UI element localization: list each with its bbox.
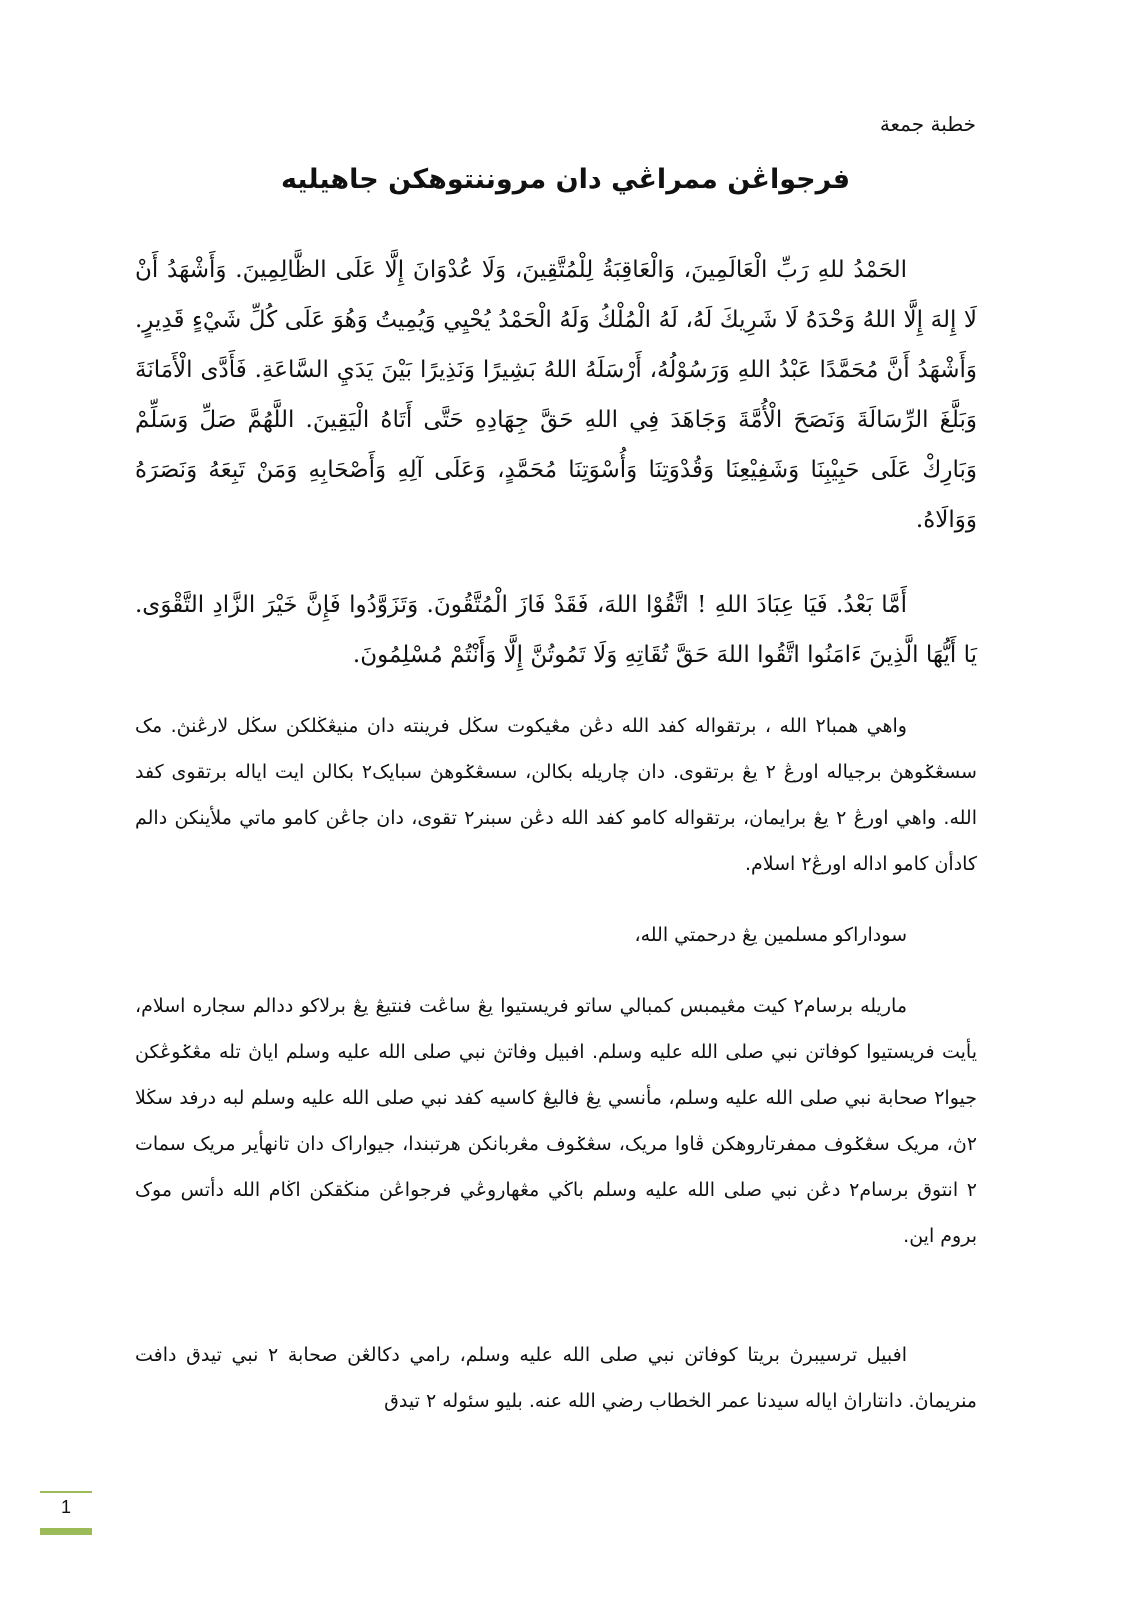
- paragraph-1: [135, 703, 977, 887]
- amma-badu-paragraph: [135, 580, 977, 680]
- sermon-title: فرجواڠن ممراڠي دان مروننتوهكن جاهيليه: [280, 164, 851, 195]
- page-number-rule-top: [40, 1491, 92, 1493]
- page-number: 1: [60, 1497, 71, 1517]
- greeting-text: سوداراکو مسلمين يڠ درحمتي الله،: [634, 924, 907, 946]
- page-number-box: [40, 1492, 92, 1522]
- paragraph-1-text: واهي همبا٢ الله ، برتقواله كفد الله دڠن مڠيكوت سڬل فرينته دان منيڠڬلكن سڬل لارڠنڽ. مک سسڠݢوهڽ برجياله اورڠ ٢ يڠ برتقوى. دان چاريله بكالن، سسڠݢوهڽ سبايک٢ بكالن ايت اياله برتقوى كفد الله. واهي اورڠ ٢ يڠ برايمان، برتقواله كامو كفد الله دڠن سبنر٢ تقوى، دان جاڠن كامو ماتي ملأينكن دالم كادأن كامو اداله اورڠ٢ اسلام.: [135, 715, 978, 875]
- opening-text: الحَمْدُ للهِ رَبِّ الْعَالَمِينَ، وَالْعَاقِبَةُ لِلْمُتَّقِينَ، وَلَا عُدْوَانَ إِلَّا عَلَى الظَّالِمِينَ. وَأَشْهَدُ أَنْ لَا إِلهَ إِلَّا اللهُ وَحْدَهُ لَا شَرِيكَ لَهُ، لَهُ الْمُلْكُ وَلَهُ الْحَمْدُ يُحْيِي وَيُمِيتُ وَهُوَ عَلَى كُلِّ شَيْءٍ قَدِيرٍ. وَأَشْهَدُ أَنَّ مُحَمَّدًا عَبْدُ اللهِ وَرَسُوْلُهُ، أَرْسَلَهُ اللهُ بَشِيرًا وَنَذِيرًا بَيْنَ يَدَيِ السَّاعَةِ. فَأَدَّى الْأَمَانَةَ وَبَلَّغَ الرِّسَالَةَ وَنَصَحَ الْأُمَّةَ وَجَاهَدَ فِي اللهِ حَقَّ جِهَادِهِ حَتَّى أَتَاهُ الْيَقِينَ. اللَّهُمَّ صَلِّ وَسَلِّمْ وَبَارِكْ عَلَى حَبِيْبِنَا وَشَفِيْعِنَا وَقُدْوَتِنَا وَأُسْوَتِنَا مُحَمَّدٍ، وَعَلَى آلِهِ وَأَصْحَابِهِ وَمَنْ تَبِعَهُ وَنَصَرَهُ وَوَالَاهُ.: [135, 257, 977, 533]
- page-number-rule-bottom: [40, 1528, 92, 1535]
- paragraph-2-text: ماريله برسام٢ كيت مڠيمبس كمبالي ساتو فريستيوا يڠ ساڠت فنتيڠ يڠ برلاكو ددالم سجاره اسلام، يأيت فريستيوا كوفاتن نبي صلى الله عليه وسلم. افبيل وفاتڽ نبي صلى الله عليه وسلم اياڽ تله مڠݢوڠكن جيوا٢ صحابة نبي صلى الله عليه وسلم، مأنسي يڠ فاليڠ كاسيه كفد نبي صلى الله عليه وسلم لبه درفد سڬلا ٢ڽ، مريک سڠݢوف ممفرتاروهكن ڤاوا مريک، سڠݢوف مڠربانكن هرتبندا، جيواراک دان تانهأير مريک سمات ٢ انتوق برسام٢ دڠن نبي صلى الله عليه وسلم باڬي مڠهاروڠي فرجواڠن منڬقكن اڬام الله دأتس موک بروم اين.: [135, 995, 977, 1247]
- paragraph-2: [135, 983, 977, 1259]
- opening-paragraph: [135, 245, 977, 545]
- greeting-paragraph: [135, 912, 977, 958]
- paragraph-3: [135, 1332, 977, 1424]
- amma-badu-text: أَمَّا بَعْدُ. فَيَا عِبَادَ اللهِ ! اتَّقُوْا اللهَ، فَقَدْ فَازَ الْمُتَّقُونَ. وَتَزَوَّدُوا فَإِنَّ خَيْرَ الزَّادِ التَّقْوَى. يَا أَيُّهَا الَّذِينَ ءَامَنُوا اتَّقُوا اللهَ حَقَّ تُقَاتِهِ وَلَا تَمُوتُنَّ إِلَّا وَأَنْتُمْ مُسْلِمُونَ.: [135, 592, 977, 668]
- sermon-label: خطبة جمعة: [879, 112, 976, 136]
- paragraph-3-text: افبيل ترسيبرڽ بريتا كوفاتن نبي صلى الله عليه وسلم، رامي دكالڠن صحابة ٢ نبي تيدق دافت منريماڽ. دانتاراڽ اياله سيدنا عمر الخطاب رضي الله عنه. بليو سئوله ٢ تيدق: [135, 1344, 977, 1412]
